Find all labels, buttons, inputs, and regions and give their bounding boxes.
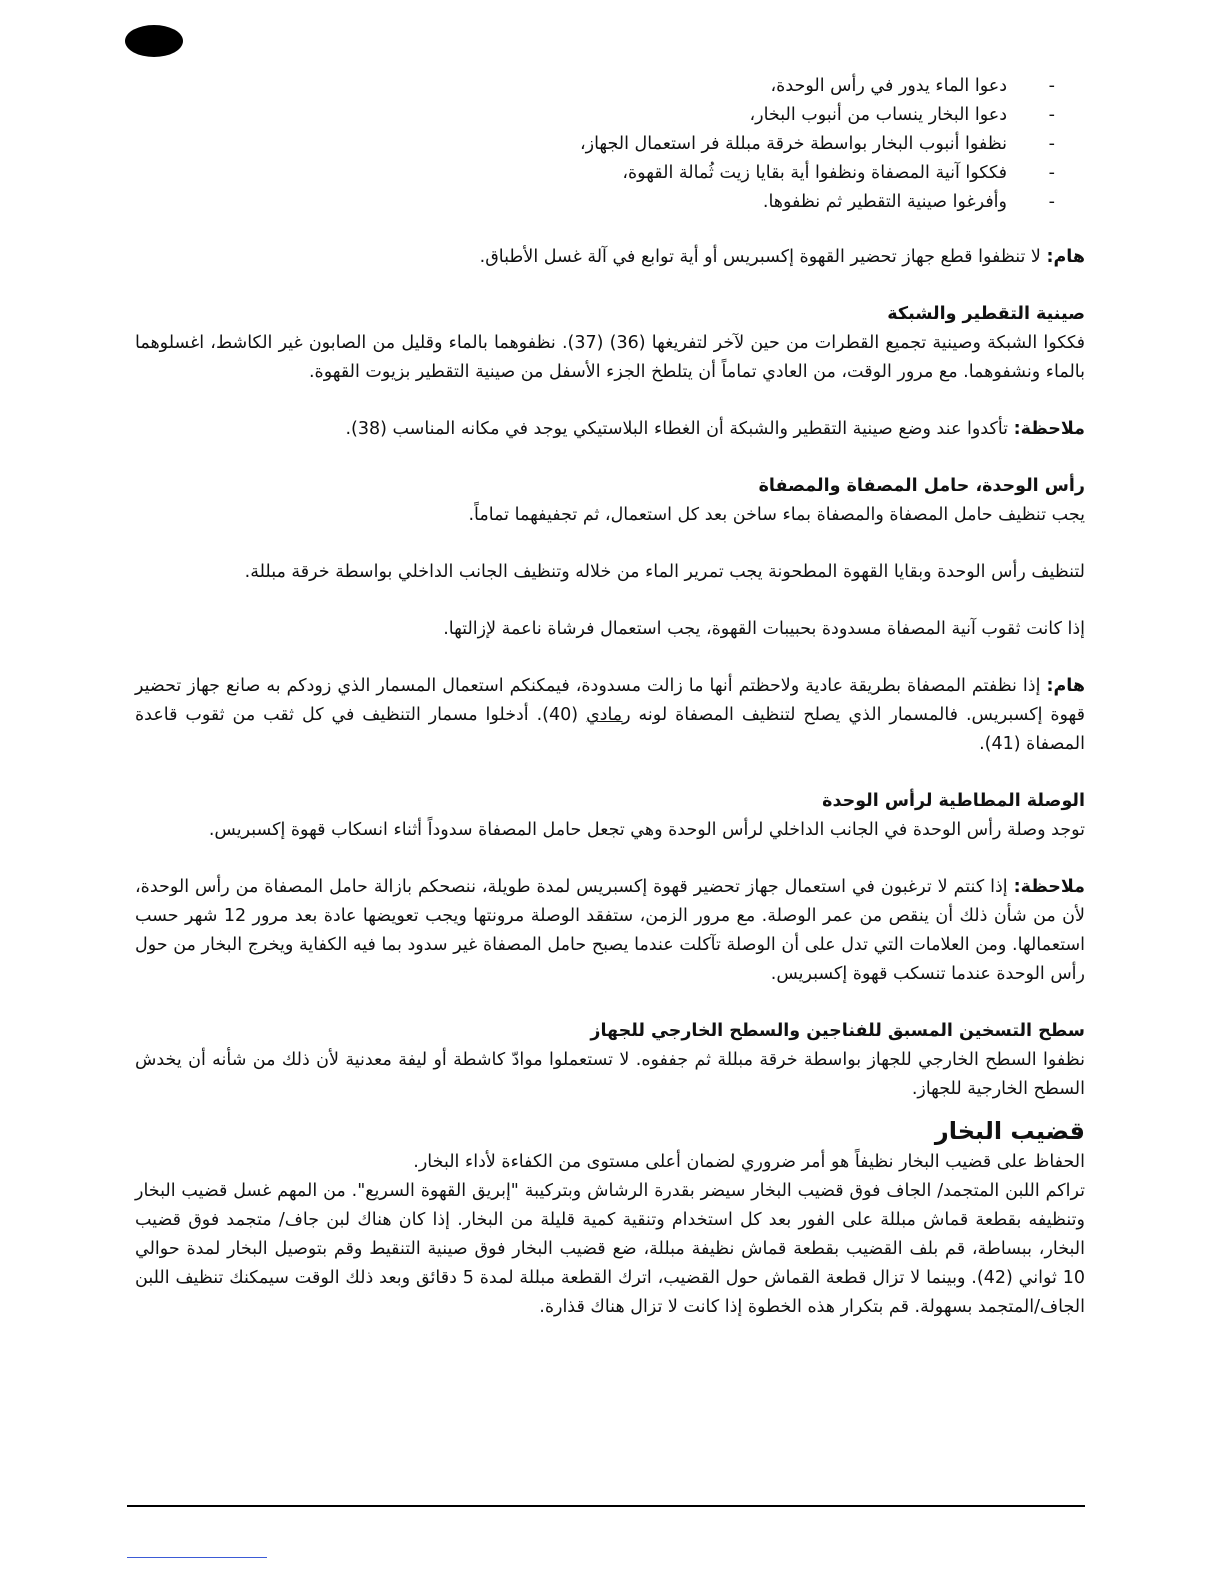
note-paragraph bbox=[135, 415, 1085, 444]
section-heading: صينية التقطير والشبكة bbox=[887, 304, 1085, 324]
section-paragraph: الحفاظ على قضيب البخار نظيفاً هو أمر ضروري لضمان أعلى مستوى من الكفاءة لأداء البخار. bbox=[413, 1152, 1085, 1172]
section-paragraph: تراكم اللبن المتجمد/ الجاف فوق قضيب البخار سيضر بقدرة الرشاش وبتركيبة "إبريق القهوة السريع". من المهم غسل قضيب البخار وتنظيفه بقطعة قماش مبللة على الفور بعد كل استخدام وتنقية كمية قليلة من البخار. إذا كان هناك لبن جاف/ متجمد فوق قضيب البخار، ببساطة، قم بلف القضيب بقطعة قماش نظيفة مبللة، ضع قضيب البخار فوق صينية التنقيط وقم بتوصيل البخار لمدة حوالي 10 ثواني (42). وبينما لا تزال قطعة القماش حول القضيب، اترك القطعة مبللة لمدة 5 دقائق وبعد ذلك الوقت سيمكنك تنظيف اللبن الجاف/المتجمد بسهولة. قم بتكرار هذه الخطوة إذا كانت لا تزال هناك قذارة. bbox=[135, 1181, 1086, 1317]
drip-tray-section bbox=[135, 300, 1085, 387]
important-text: إذا نظفتم المصفاة بطريقة عادية ولاحظتم أنها ما زالت مسدودة، فيمكنكم استعمال المسمار الذي زودكم به صانع جهاز تحضير قهوة إكسبريس. فالمسمار الذي يصلح لتنظيف المصفاة لونه bbox=[135, 676, 1085, 725]
section-heading: سطح التسخين المسبق للفناجين والسطح الخارجي للجهاز bbox=[590, 1021, 1085, 1041]
important-dishwasher-note bbox=[135, 243, 1085, 272]
section-heading: رأس الوحدة، حامل المصفاة والمصفاة bbox=[758, 476, 1085, 496]
note-text: إذا كنتم لا ترغبون في استعمال جهاز تحضير قهوة إكسبريس لمدة طويلة، ننصحكم بازالة حامل المصفاة من رأس الوحدة، لأن من شأن ذلك أن ينقص من عمر الوصلة. مع مرور الزمن، ستفقد الوصلة مرونتها ويجب تعويضها عادة بعد مرور 12 شهر حسب استعمالها. ومن العلامات التي تدل على أن الوصلة تآكلت عندما يصبح حامل المصفاة غير سدود بما فيه الكفاية ويخرج البخار من حول رأس الوحدة عندما تنسكب قهوة إكسبريس. bbox=[135, 877, 1085, 984]
clean-head-paragraph bbox=[135, 558, 1085, 587]
list-item: - دعوا الماء يدور في رأس الوحدة، bbox=[135, 72, 1007, 101]
note-paragraph bbox=[135, 873, 1085, 989]
section-paragraph: نظفوا السطح الخارجي للجهاز بواسطة خرقة مبللة ثم جففوه. لا تستعملوا موادّ كاشطة أو ليفة معدنية لأن ذلك من شأنه أن يخدش السطح الخارجية للجهاز. bbox=[135, 1050, 1085, 1099]
list-item: - فككوا آنية المصفاة ونظفوا أية بقايا زيت ثُمالة القهوة، bbox=[135, 159, 1007, 188]
important-label: هام: bbox=[1046, 676, 1085, 696]
gasket-section bbox=[135, 787, 1085, 845]
paragraph: لتنظيف رأس الوحدة وبقايا القهوة المطحونة يجب تمرير الماء من خلاله وتنظيف الجانب الداخلي بواسطة خرقة مبللة. bbox=[244, 562, 1085, 582]
important-text: لا تنظفوا قطع جهاز تحضير القهوة إكسبريس أو أية توابع في آلة غسل الأطباق. bbox=[479, 247, 1047, 267]
paragraph: إذا كانت ثقوب آنية المصفاة مسدودة بحبيبات القهوة، يجب استعمال فرشاة ناعمة لإزالتها. bbox=[443, 619, 1085, 639]
section-paragraph: توجد وصلة رأس الوحدة في الجانب الداخلي لرأس الوحدة وهي تجعل حامل المصفاة سدوداً أثناء انسكاب قهوة إكسبريس. bbox=[208, 820, 1085, 840]
list-item: - نظفوا أنبوب البخار بواسطة خرقة مبللة فر استعمال الجهاز، bbox=[135, 130, 1007, 159]
underlined-word: رمادي bbox=[585, 705, 631, 725]
cup-warmer-section bbox=[135, 1017, 1085, 1104]
section-paragraph: فككوا الشبكة وصينية تجميع القطرات من حين لآخر لتفريغها (36) (37). نظفوهما بالماء وقليل من الصابون غير الكاشط، اغسلوهما بالماء ونشفوهما. مع مرور الوقت، من العادي تماماً أن يتلطخ الجزء الأسفل من صينية التقطير بزيوت القهوة. bbox=[135, 333, 1085, 382]
important-paragraph bbox=[135, 243, 1085, 272]
section-heading: الوصلة المطاطية لرأس الوحدة bbox=[822, 791, 1085, 811]
bottom-divider bbox=[127, 1505, 1085, 1507]
list-item: - وأفرغوا صينية التقطير ثم نظفوها. bbox=[135, 188, 1007, 217]
important-paragraph bbox=[135, 672, 1085, 759]
page-marker-shape bbox=[125, 25, 183, 57]
section-heading: قضيب البخار bbox=[934, 1117, 1085, 1145]
document-body bbox=[135, 72, 1085, 1322]
steam-wand-section bbox=[135, 1114, 1085, 1322]
important-text-end: (40). أدخلوا مسمار التنظيف في كل ثقب من ثقوب قاعدة المصفاة (41). bbox=[135, 705, 1085, 754]
note-label: ملاحظة: bbox=[1013, 419, 1085, 439]
drip-tray-note bbox=[135, 415, 1085, 444]
unit-head-section bbox=[135, 472, 1085, 530]
list-item: - دعوا البخار ينساب من أنبوب البخار، bbox=[135, 101, 1007, 130]
note-text: تأكدوا عند وضع صينية التقطير والشبكة أن الغطاء البلاستيكي يوجد في مكانه المناسب (38). bbox=[345, 419, 1014, 439]
filter-holes-paragraph bbox=[135, 615, 1085, 644]
important-label: هام: bbox=[1046, 247, 1085, 267]
gasket-note bbox=[135, 873, 1085, 989]
cleaning-steps-list bbox=[135, 72, 1085, 217]
important-pin-note bbox=[135, 672, 1085, 759]
section-paragraph: يجب تنظيف حامل المصفاة والمصفاة بماء ساخن بعد كل استعمال، ثم تجفيفهما تماماً. bbox=[468, 505, 1085, 525]
footer-line bbox=[127, 1557, 267, 1558]
note-label: ملاحظة: bbox=[1013, 877, 1085, 897]
